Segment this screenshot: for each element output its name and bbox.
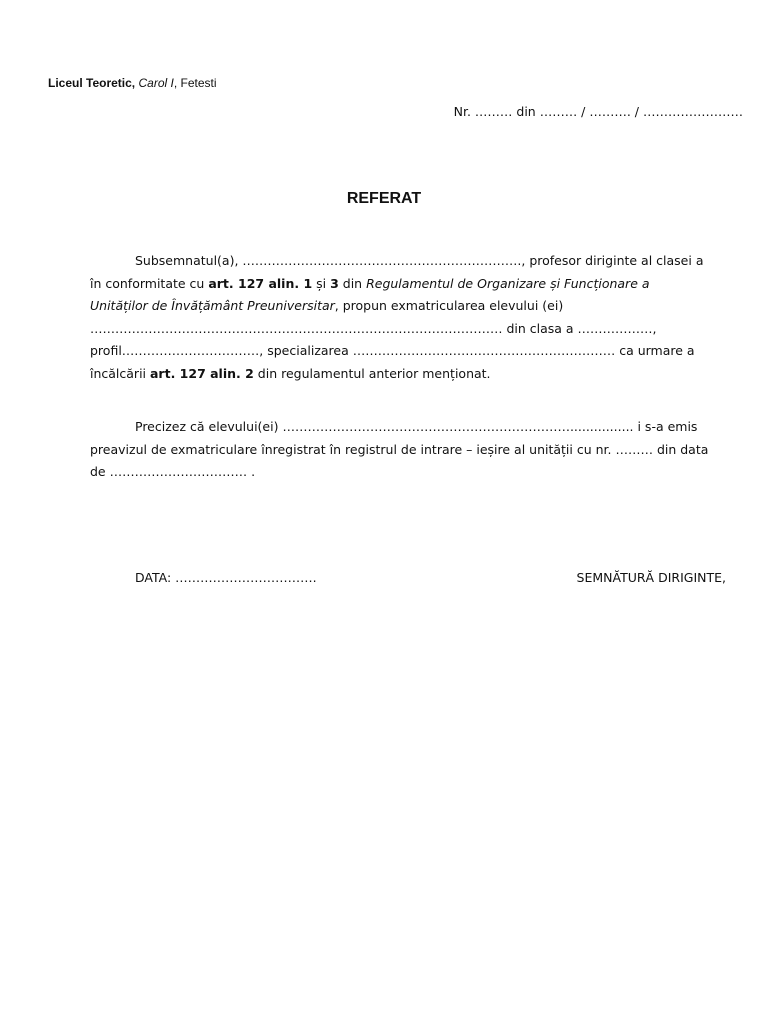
paragraph-main — [90, 250, 710, 385]
paragraph-text: din regulamentul anterior menționat. — [253, 365, 491, 381]
school-city: , Fetesti — [173, 76, 217, 90]
school-name: Liceul Teoretic, — [48, 76, 136, 90]
paragraph-text: și — [312, 275, 331, 291]
registration-number: Nr. ……… din ……… / ………. / …………………… — [453, 104, 743, 119]
school-header — [48, 76, 217, 90]
school-patron: Carol I — [138, 76, 174, 90]
paragraph-notice — [90, 416, 710, 484]
article-reference: 3 — [330, 275, 339, 291]
regulation-title: Regulamentul de Organizare și Funcționare a Unităților de Învățământ Preuniversitar — [90, 275, 650, 313]
article-reference: art. 127 alin. 1 — [208, 275, 313, 291]
article-reference: art. 127 alin. 2 — [150, 365, 254, 381]
document-title: REFERAT — [346, 190, 422, 207]
paragraph-text: , propun exmatricularea elevului (ei) ……………………………………………………………………………………… din clasa a ………………, profil……………………………, specializarea ……………………………………………………… ca urmare a încălcării — [90, 298, 695, 381]
paragraph-text: Subsemnatul(a), …………………………………………………………., profesor diriginte al clasei a în conformitate cu — [90, 253, 704, 291]
paragraph-text: Precizez că elevului(ei) ……………………………………………………………................ i s-a emis preavizul de exmatriculare înregistrat în registrul de intrare – ieșire al unității cu nr. ……… din data de …………………………… . — [90, 419, 709, 479]
paragraph-text: din — [338, 275, 367, 291]
signature-field: SEMNĂTURĂ DIRIGINTE, — [576, 570, 726, 585]
date-field: DATA: ……………………………. — [135, 570, 317, 585]
